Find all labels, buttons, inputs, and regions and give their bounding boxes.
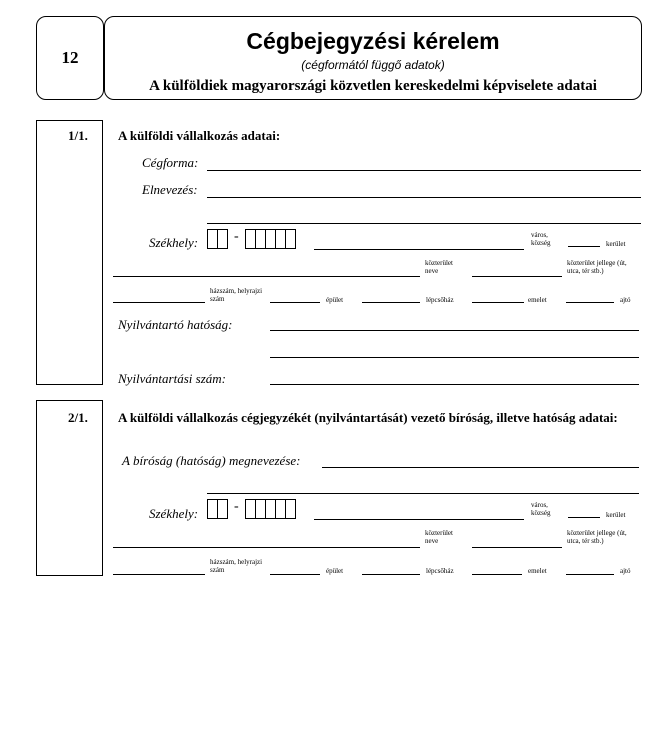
birosag-field[interactable]: [322, 467, 639, 468]
elnevezes-label: Elnevezés:: [142, 182, 198, 197]
kozterulet-jellege-label: közterület jellege (út, utca, tér stb.): [567, 259, 627, 275]
hazszam2-label: házszám, helyrajzi szám: [210, 558, 263, 574]
varos-field[interactable]: [314, 249, 524, 250]
section1-bracket-top: [36, 120, 103, 121]
section2-title: A külföldi vállalkozás cégjegyzékét (nyilvántartását) vezető bíróság, illetve hatóság adatai:: [118, 410, 618, 425]
emelet-label: emelet: [528, 296, 547, 304]
nyilvantarto-field[interactable]: [270, 330, 639, 331]
kozterulet2-field[interactable]: [113, 547, 420, 548]
kozterulet-jellege2-label: közterület jellege (út, utca, tér stb.): [567, 529, 627, 545]
szekhely-label: Székhely:: [149, 235, 199, 250]
epulet2-field[interactable]: [270, 574, 320, 575]
elnevezes-field[interactable]: [207, 197, 641, 198]
lepcsohaz-field[interactable]: [362, 302, 420, 303]
zip-cells-b[interactable]: [245, 229, 296, 249]
zip2-cells-a[interactable]: [207, 499, 228, 519]
nyilvantartasi-szam-field[interactable]: [270, 384, 639, 385]
section2-bracket: [36, 400, 37, 576]
ajto2-label: ajtó: [620, 567, 631, 575]
birosag-field-2[interactable]: [207, 493, 639, 494]
kozterulet-field[interactable]: [113, 276, 420, 277]
section2-number: 2/1.: [68, 410, 88, 425]
section1-bracket-bottom: [36, 384, 103, 385]
kerulet-label: kerület: [606, 240, 626, 248]
zip-cells-a[interactable]: [207, 229, 228, 249]
epulet2-label: épület: [326, 567, 344, 575]
section1-title: A külföldi vállalkozás adatai:: [118, 128, 281, 143]
zip-dash: -: [234, 229, 239, 244]
varos-kozseg-label: város, község: [531, 231, 551, 247]
hazszam2-field[interactable]: [113, 574, 205, 575]
ajto2-field[interactable]: [566, 574, 614, 575]
cegforma-field[interactable]: [207, 170, 641, 171]
emelet2-field[interactable]: [472, 574, 522, 575]
ajto-field[interactable]: [566, 302, 614, 303]
varos2-field[interactable]: [314, 519, 524, 520]
section1-number: 1/1.: [68, 128, 88, 143]
zip2-cells-b[interactable]: [245, 499, 296, 519]
kerulet-field[interactable]: [568, 246, 600, 247]
zip2-dash: -: [234, 499, 239, 514]
birosag-label: A bíróság (hatóság) megnevezése:: [122, 453, 301, 468]
kozterulet-neve2-label: közterület neve: [425, 529, 453, 545]
kerulet2-label: kerület: [606, 511, 626, 519]
section2-bracket-right: [102, 400, 103, 576]
hazszam-label: házszám, helyrajzi szám: [210, 287, 263, 303]
page-subtitle: (cégformától függő adatok): [301, 58, 445, 72]
varos-kozseg2-label: város, község: [531, 501, 551, 517]
szekhely2-label: Székhely:: [149, 506, 199, 521]
epulet-field[interactable]: [270, 302, 320, 303]
lepcsohaz2-field[interactable]: [362, 574, 420, 575]
nyilvantartasi-szam-label: Nyilvántartási szám:: [118, 371, 226, 386]
kerulet2-field[interactable]: [568, 517, 600, 518]
kozterulet-neve-label: közterület neve: [425, 259, 453, 275]
nyilvantarto-field-2[interactable]: [270, 357, 639, 358]
page-title: Cégbejegyzési kérelem: [246, 28, 500, 54]
section2-bracket-top: [36, 400, 103, 401]
epulet-label: épület: [326, 296, 344, 304]
hazszam-field[interactable]: [113, 302, 205, 303]
lepcsohaz-label: lépcsőház: [426, 296, 454, 304]
jellege-field[interactable]: [472, 276, 562, 277]
elnevezes-field-2[interactable]: [207, 223, 641, 224]
cegforma-label: Cégforma:: [142, 155, 199, 170]
emelet-field[interactable]: [472, 302, 524, 303]
ajto-label: ajtó: [620, 296, 631, 304]
emelet2-label: emelet: [528, 567, 547, 575]
page-heading: A külföldiek magyarországi közvetlen kereskedelmi képviselete adatai: [149, 78, 597, 94]
section2-bracket-bottom: [36, 575, 103, 576]
section1-bracket: [36, 120, 37, 385]
jellege2-field[interactable]: [472, 547, 562, 548]
form-number: 12: [61, 48, 79, 67]
nyilvantarto-label: Nyilvántartó hatóság:: [118, 317, 233, 332]
section1-bracket-right: [102, 120, 103, 385]
lepcsohaz2-label: lépcsőház: [426, 567, 454, 575]
